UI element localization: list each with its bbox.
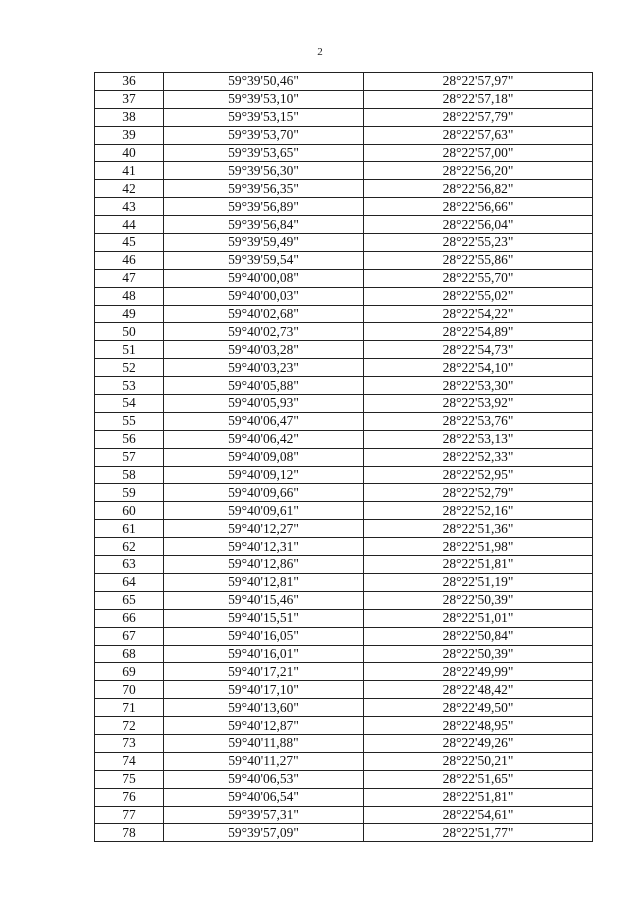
table-row: [95, 824, 593, 842]
table-row: [95, 484, 593, 502]
point-number-cell: 61: [95, 520, 164, 538]
table-row: [95, 395, 593, 413]
table-row: [95, 573, 593, 591]
point-number-cell: 40: [95, 144, 164, 162]
latitude-cell: 59°39'56,84": [164, 216, 364, 234]
longitude-cell: 28°22'49,50": [364, 699, 593, 717]
longitude-cell: 28°22'48,42": [364, 681, 593, 699]
longitude-cell: 28°22'50,39": [364, 591, 593, 609]
table-row: [95, 73, 593, 91]
point-number-cell: 60: [95, 502, 164, 520]
latitude-cell: 59°40'12,86": [164, 556, 364, 574]
latitude-cell: 59°40'06,53": [164, 770, 364, 788]
point-number-cell: 62: [95, 538, 164, 556]
latitude-cell: 59°40'16,01": [164, 645, 364, 663]
point-number-cell: 72: [95, 717, 164, 735]
point-number-cell: 48: [95, 287, 164, 305]
longitude-cell: 28°22'54,89": [364, 323, 593, 341]
latitude-cell: 59°40'17,21": [164, 663, 364, 681]
point-number-cell: 49: [95, 305, 164, 323]
point-number-cell: 70: [95, 681, 164, 699]
point-number-cell: 51: [95, 341, 164, 359]
longitude-cell: 28°22'53,30": [364, 377, 593, 395]
point-number-cell: 47: [95, 269, 164, 287]
point-number-cell: 41: [95, 162, 164, 180]
latitude-cell: 59°40'16,05": [164, 627, 364, 645]
table-row: [95, 251, 593, 269]
table-row: [95, 627, 593, 645]
longitude-cell: 28°22'57,00": [364, 144, 593, 162]
latitude-cell: 59°40'05,88": [164, 377, 364, 395]
table-row: [95, 788, 593, 806]
longitude-cell: 28°22'52,16": [364, 502, 593, 520]
latitude-cell: 59°40'12,27": [164, 520, 364, 538]
point-number-cell: 75: [95, 770, 164, 788]
latitude-cell: 59°39'53,10": [164, 90, 364, 108]
table-row: [95, 341, 593, 359]
table-row: [95, 538, 593, 556]
longitude-cell: 28°22'52,33": [364, 448, 593, 466]
longitude-cell: 28°22'55,70": [364, 269, 593, 287]
table-row: [95, 305, 593, 323]
table-row: [95, 126, 593, 144]
point-number-cell: 77: [95, 806, 164, 824]
table-row: [95, 108, 593, 126]
longitude-cell: 28°22'56,04": [364, 216, 593, 234]
latitude-cell: 59°39'59,54": [164, 251, 364, 269]
longitude-cell: 28°22'54,73": [364, 341, 593, 359]
longitude-cell: 28°22'51,81": [364, 556, 593, 574]
longitude-cell: 28°22'50,84": [364, 627, 593, 645]
point-number-cell: 78: [95, 824, 164, 842]
latitude-cell: 59°40'09,66": [164, 484, 364, 502]
table-row: [95, 90, 593, 108]
point-number-cell: 52: [95, 359, 164, 377]
point-number-cell: 42: [95, 180, 164, 198]
longitude-cell: 28°22'51,81": [364, 788, 593, 806]
latitude-cell: 59°39'57,31": [164, 806, 364, 824]
longitude-cell: 28°22'51,65": [364, 770, 593, 788]
point-number-cell: 68: [95, 645, 164, 663]
latitude-cell: 59°39'56,30": [164, 162, 364, 180]
longitude-cell: 28°22'48,95": [364, 717, 593, 735]
longitude-cell: 28°22'54,10": [364, 359, 593, 377]
longitude-cell: 28°22'49,99": [364, 663, 593, 681]
point-number-cell: 59: [95, 484, 164, 502]
point-number-cell: 56: [95, 430, 164, 448]
longitude-cell: 28°22'55,86": [364, 251, 593, 269]
point-number-cell: 53: [95, 377, 164, 395]
table-row: [95, 323, 593, 341]
coordinates-table-body: [95, 73, 593, 842]
latitude-cell: 59°40'00,03": [164, 287, 364, 305]
table-row: [95, 377, 593, 395]
table-row: [95, 609, 593, 627]
latitude-cell: 59°40'02,73": [164, 323, 364, 341]
latitude-cell: 59°40'06,47": [164, 412, 364, 430]
latitude-cell: 59°40'03,23": [164, 359, 364, 377]
longitude-cell: 28°22'51,98": [364, 538, 593, 556]
table-row: [95, 806, 593, 824]
latitude-cell: 59°39'56,89": [164, 198, 364, 216]
longitude-cell: 28°22'52,95": [364, 466, 593, 484]
longitude-cell: 28°22'56,20": [364, 162, 593, 180]
table-row: [95, 234, 593, 252]
point-number-cell: 58: [95, 466, 164, 484]
longitude-cell: 28°22'57,79": [364, 108, 593, 126]
point-number-cell: 45: [95, 234, 164, 252]
point-number-cell: 66: [95, 609, 164, 627]
latitude-cell: 59°40'05,93": [164, 395, 364, 413]
latitude-cell: 59°40'03,28": [164, 341, 364, 359]
longitude-cell: 28°22'56,82": [364, 180, 593, 198]
table-row: [95, 162, 593, 180]
longitude-cell: 28°22'53,76": [364, 412, 593, 430]
latitude-cell: 59°39'50,46": [164, 73, 364, 91]
latitude-cell: 59°39'56,35": [164, 180, 364, 198]
page-number: 2: [317, 46, 323, 58]
longitude-cell: 28°22'50,21": [364, 752, 593, 770]
table-row: [95, 359, 593, 377]
longitude-cell: 28°22'49,26": [364, 734, 593, 752]
latitude-cell: 59°40'09,61": [164, 502, 364, 520]
longitude-cell: 28°22'54,61": [364, 806, 593, 824]
coordinates-table: [94, 72, 593, 842]
point-number-cell: 55: [95, 412, 164, 430]
latitude-cell: 59°40'06,42": [164, 430, 364, 448]
point-number-cell: 69: [95, 663, 164, 681]
table-row: [95, 144, 593, 162]
latitude-cell: 59°40'11,27": [164, 752, 364, 770]
latitude-cell: 59°40'09,08": [164, 448, 364, 466]
point-number-cell: 74: [95, 752, 164, 770]
latitude-cell: 59°39'53,70": [164, 126, 364, 144]
longitude-cell: 28°22'56,66": [364, 198, 593, 216]
table-row: [95, 269, 593, 287]
table-row: [95, 717, 593, 735]
latitude-cell: 59°40'12,87": [164, 717, 364, 735]
longitude-cell: 28°22'53,13": [364, 430, 593, 448]
longitude-cell: 28°22'51,19": [364, 573, 593, 591]
point-number-cell: 67: [95, 627, 164, 645]
table-row: [95, 556, 593, 574]
latitude-cell: 59°40'12,81": [164, 573, 364, 591]
longitude-cell: 28°22'57,18": [364, 90, 593, 108]
table-row: [95, 520, 593, 538]
longitude-cell: 28°22'51,77": [364, 824, 593, 842]
latitude-cell: 59°39'57,09": [164, 824, 364, 842]
point-number-cell: 46: [95, 251, 164, 269]
table-row: [95, 287, 593, 305]
point-number-cell: 57: [95, 448, 164, 466]
table-row: [95, 681, 593, 699]
table-row: [95, 412, 593, 430]
latitude-cell: 59°40'17,10": [164, 681, 364, 699]
table-row: [95, 734, 593, 752]
table-row: [95, 502, 593, 520]
point-number-cell: 50: [95, 323, 164, 341]
table-row: [95, 430, 593, 448]
table-row: [95, 180, 593, 198]
longitude-cell: 28°22'53,92": [364, 395, 593, 413]
longitude-cell: 28°22'51,01": [364, 609, 593, 627]
latitude-cell: 59°40'12,31": [164, 538, 364, 556]
point-number-cell: 71: [95, 699, 164, 717]
latitude-cell: 59°40'00,08": [164, 269, 364, 287]
latitude-cell: 59°39'53,65": [164, 144, 364, 162]
table-row: [95, 770, 593, 788]
table-row: [95, 699, 593, 717]
latitude-cell: 59°40'09,12": [164, 466, 364, 484]
longitude-cell: 28°22'55,02": [364, 287, 593, 305]
longitude-cell: 28°22'51,36": [364, 520, 593, 538]
longitude-cell: 28°22'57,97": [364, 73, 593, 91]
table-row: [95, 198, 593, 216]
table-row: [95, 591, 593, 609]
latitude-cell: 59°39'53,15": [164, 108, 364, 126]
point-number-cell: 65: [95, 591, 164, 609]
point-number-cell: 64: [95, 573, 164, 591]
longitude-cell: 28°22'55,23": [364, 234, 593, 252]
longitude-cell: 28°22'54,22": [364, 305, 593, 323]
point-number-cell: 37: [95, 90, 164, 108]
point-number-cell: 76: [95, 788, 164, 806]
table-row: [95, 663, 593, 681]
latitude-cell: 59°40'15,51": [164, 609, 364, 627]
longitude-cell: 28°22'57,63": [364, 126, 593, 144]
point-number-cell: 43: [95, 198, 164, 216]
point-number-cell: 63: [95, 556, 164, 574]
latitude-cell: 59°39'59,49": [164, 234, 364, 252]
point-number-cell: 73: [95, 734, 164, 752]
table-row: [95, 466, 593, 484]
table-row: [95, 448, 593, 466]
latitude-cell: 59°40'15,46": [164, 591, 364, 609]
table-row: [95, 645, 593, 663]
point-number-cell: 39: [95, 126, 164, 144]
longitude-cell: 28°22'52,79": [364, 484, 593, 502]
latitude-cell: 59°40'11,88": [164, 734, 364, 752]
table-row: [95, 216, 593, 234]
point-number-cell: 36: [95, 73, 164, 91]
longitude-cell: 28°22'50,39": [364, 645, 593, 663]
latitude-cell: 59°40'13,60": [164, 699, 364, 717]
point-number-cell: 54: [95, 395, 164, 413]
latitude-cell: 59°40'02,68": [164, 305, 364, 323]
table-row: [95, 752, 593, 770]
point-number-cell: 44: [95, 216, 164, 234]
latitude-cell: 59°40'06,54": [164, 788, 364, 806]
point-number-cell: 38: [95, 108, 164, 126]
